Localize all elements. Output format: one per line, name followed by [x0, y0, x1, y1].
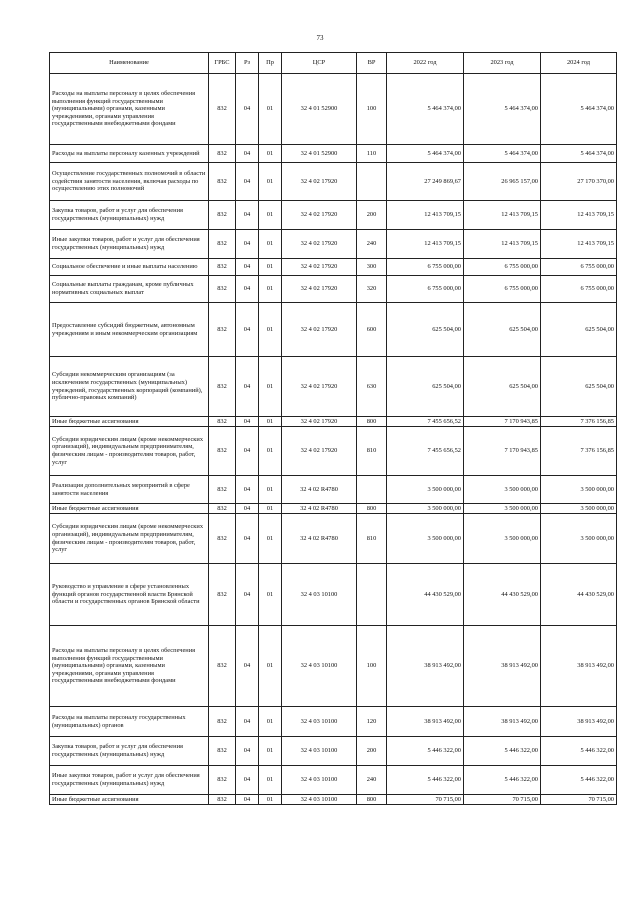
table-body	[50, 74, 617, 805]
cell-pr: 01	[259, 74, 282, 145]
cell-rz: 04	[236, 303, 259, 357]
cell-grbs: 832	[209, 476, 236, 504]
cell-rz: 04	[236, 163, 259, 201]
table-row	[50, 259, 617, 276]
cell-rz: 04	[236, 504, 259, 514]
table-row	[50, 163, 617, 201]
cell-2023: 3 500 000,00	[464, 514, 541, 564]
cell-csr: 32 4 03 10100	[282, 737, 357, 766]
cell-vr: 300	[357, 259, 387, 276]
cell-csr: 32 4 03 10100	[282, 564, 357, 626]
table-row	[50, 74, 617, 145]
cell-rz: 04	[236, 795, 259, 805]
cell-grbs: 832	[209, 357, 236, 417]
cell-name: Иные закупки товаров, работ и услуг для обеспечения государственных (муниципальных) нужд	[50, 230, 209, 259]
table-row	[50, 564, 617, 626]
cell-2022: 5 464 374,00	[387, 74, 464, 145]
cell-pr: 01	[259, 201, 282, 230]
cell-2023: 12 413 709,15	[464, 230, 541, 259]
cell-rz: 04	[236, 766, 259, 795]
cell-2022: 7 455 656,52	[387, 417, 464, 427]
col-header-csr: ЦСР	[282, 53, 357, 74]
cell-grbs: 832	[209, 417, 236, 427]
cell-2022: 7 455 656,52	[387, 427, 464, 476]
cell-name: Осуществление государственных полномочий в области содействия занятости населения, включая расходы по осуществлению этих полномочий	[50, 163, 209, 201]
cell-grbs: 832	[209, 145, 236, 163]
cell-name: Иные бюджетные ассигнования	[50, 504, 209, 514]
cell-2022: 625 504,00	[387, 303, 464, 357]
cell-vr: 810	[357, 427, 387, 476]
cell-2023: 7 170 943,85	[464, 427, 541, 476]
cell-vr: 800	[357, 417, 387, 427]
cell-grbs: 832	[209, 766, 236, 795]
cell-name: Иные бюджетные ассигнования	[50, 417, 209, 427]
cell-2023: 12 413 709,15	[464, 201, 541, 230]
cell-name: Субсидии юридическим лицам (кроме некоммерческих организаций), индивидуальным предпринимателям, физическим лицам - производителям товаров, работ, услуг	[50, 514, 209, 564]
cell-grbs: 832	[209, 737, 236, 766]
cell-vr: 800	[357, 504, 387, 514]
cell-pr: 01	[259, 707, 282, 737]
cell-2022: 3 500 000,00	[387, 504, 464, 514]
table-row	[50, 737, 617, 766]
budget-table	[49, 52, 617, 805]
cell-2022: 6 755 000,00	[387, 259, 464, 276]
cell-pr: 01	[259, 514, 282, 564]
cell-csr: 32 4 03 10100	[282, 626, 357, 707]
cell-2023: 5 464 374,00	[464, 74, 541, 145]
cell-2023: 44 430 529,00	[464, 564, 541, 626]
cell-name: Расходы на выплаты персоналу в целях обеспечения выполнения функций государственными (муниципальными) органами, казенными учреждениями, органами управления государственными внебюджетными фондами	[50, 74, 209, 145]
cell-2022: 3 500 000,00	[387, 476, 464, 504]
cell-2022: 27 249 869,67	[387, 163, 464, 201]
cell-vr: 200	[357, 737, 387, 766]
col-header-vr: ВР	[357, 53, 387, 74]
cell-rz: 04	[236, 145, 259, 163]
cell-csr: 32 4 02 R4780	[282, 476, 357, 504]
col-header-grbs: ГРБС	[209, 53, 236, 74]
cell-name: Расходы на выплаты персоналу казенных учреждений	[50, 145, 209, 163]
cell-name: Закупка товаров, работ и услуг для обеспечения государственных (муниципальных) нужд	[50, 737, 209, 766]
cell-vr: 800	[357, 795, 387, 805]
cell-name: Реализация дополнительных мероприятий в сфере занятости населения	[50, 476, 209, 504]
cell-2023: 5 464 374,00	[464, 145, 541, 163]
cell-2024: 38 913 492,00	[541, 626, 617, 707]
cell-vr: 810	[357, 514, 387, 564]
cell-2024: 7 376 156,85	[541, 427, 617, 476]
table-row	[50, 795, 617, 805]
cell-2024: 625 504,00	[541, 357, 617, 417]
cell-2022: 5 446 322,00	[387, 737, 464, 766]
table-row	[50, 504, 617, 514]
cell-vr: 600	[357, 303, 387, 357]
cell-2023: 6 755 000,00	[464, 276, 541, 303]
cell-2024: 44 430 529,00	[541, 564, 617, 626]
cell-2024: 38 913 492,00	[541, 707, 617, 737]
col-header-pr: Пр	[259, 53, 282, 74]
cell-2023: 3 500 000,00	[464, 504, 541, 514]
cell-name: Социальные выплаты гражданам, кроме публичных нормативных социальных выплат	[50, 276, 209, 303]
cell-csr: 32 4 02 17920	[282, 163, 357, 201]
cell-pr: 01	[259, 357, 282, 417]
cell-2023: 625 504,00	[464, 357, 541, 417]
cell-csr: 32 4 03 10100	[282, 766, 357, 795]
cell-pr: 01	[259, 564, 282, 626]
cell-name: Руководство и управление в сфере установленных функций органов государственной власти Брянской области и государственных органов Брянской области	[50, 564, 209, 626]
col-header-2024: 2024 год	[541, 53, 617, 74]
cell-csr: 32 4 02 17920	[282, 259, 357, 276]
cell-grbs: 832	[209, 564, 236, 626]
cell-2022: 70 715,00	[387, 795, 464, 805]
cell-2023: 3 500 000,00	[464, 476, 541, 504]
cell-2022: 625 504,00	[387, 357, 464, 417]
cell-pr: 01	[259, 145, 282, 163]
table-row	[50, 276, 617, 303]
cell-2023: 5 446 322,00	[464, 737, 541, 766]
cell-csr: 32 4 02 17920	[282, 357, 357, 417]
cell-grbs: 832	[209, 514, 236, 564]
cell-rz: 04	[236, 476, 259, 504]
cell-vr: 240	[357, 230, 387, 259]
cell-name: Социальное обеспечение и иные выплаты населению	[50, 259, 209, 276]
table-row	[50, 417, 617, 427]
table-row	[50, 357, 617, 417]
cell-vr: 200	[357, 201, 387, 230]
cell-2024: 5 446 322,00	[541, 737, 617, 766]
cell-2023: 38 913 492,00	[464, 707, 541, 737]
table-row	[50, 514, 617, 564]
cell-grbs: 832	[209, 259, 236, 276]
page-number: 73	[316, 34, 324, 42]
cell-2023: 5 446 322,00	[464, 766, 541, 795]
cell-pr: 01	[259, 230, 282, 259]
cell-2024: 5 464 374,00	[541, 145, 617, 163]
cell-name: Иные закупки товаров, работ и услуг для обеспечения государственных (муниципальных) нужд	[50, 766, 209, 795]
cell-2024: 5 464 374,00	[541, 74, 617, 145]
cell-2023: 625 504,00	[464, 303, 541, 357]
cell-name: Субсидии юридическим лицам (кроме некоммерческих организаций), индивидуальным предпринимателям, физическим лицам - производителям товаров, работ, услуг	[50, 427, 209, 476]
table-row	[50, 230, 617, 259]
cell-2024: 3 500 000,00	[541, 476, 617, 504]
cell-vr	[357, 476, 387, 504]
col-header-2023: 2023 год	[464, 53, 541, 74]
cell-csr: 32 4 03 10100	[282, 795, 357, 805]
cell-csr: 32 4 02 17920	[282, 276, 357, 303]
cell-2022: 6 755 000,00	[387, 276, 464, 303]
cell-pr: 01	[259, 795, 282, 805]
table-row	[50, 427, 617, 476]
cell-vr: 100	[357, 626, 387, 707]
cell-2022: 12 413 709,15	[387, 230, 464, 259]
cell-pr: 01	[259, 626, 282, 707]
cell-2022: 38 913 492,00	[387, 707, 464, 737]
cell-csr: 32 4 02 17920	[282, 427, 357, 476]
cell-pr: 01	[259, 417, 282, 427]
table-row	[50, 201, 617, 230]
cell-csr: 32 4 02 17920	[282, 201, 357, 230]
cell-2023: 70 715,00	[464, 795, 541, 805]
cell-csr: 32 4 03 10100	[282, 707, 357, 737]
col-header-2022: 2022 год	[387, 53, 464, 74]
cell-rz: 04	[236, 201, 259, 230]
cell-vr: 120	[357, 707, 387, 737]
cell-pr: 01	[259, 427, 282, 476]
cell-2024: 7 376 156,85	[541, 417, 617, 427]
cell-vr	[357, 564, 387, 626]
cell-pr: 01	[259, 504, 282, 514]
cell-name: Иные бюджетные ассигнования	[50, 795, 209, 805]
cell-pr: 01	[259, 476, 282, 504]
cell-csr: 32 4 02 R4780	[282, 504, 357, 514]
cell-csr: 32 4 02 17920	[282, 230, 357, 259]
cell-name: Закупка товаров, работ и услуг для обеспечения государственных (муниципальных) нужд	[50, 201, 209, 230]
cell-grbs: 832	[209, 795, 236, 805]
cell-grbs: 832	[209, 626, 236, 707]
cell-grbs: 832	[209, 303, 236, 357]
cell-2024: 3 500 000,00	[541, 514, 617, 564]
cell-grbs: 832	[209, 74, 236, 145]
cell-name: Субсидии некоммерческим организациям (за исключением государственных (муниципальных) учреждений, государственных корпораций (компаний), публично-правовых компаний)	[50, 357, 209, 417]
cell-pr: 01	[259, 303, 282, 357]
cell-name: Расходы на выплаты персоналу в целях обеспечения выполнения функций государственными (муниципальными) органами, казенными учреждениями, органами управления государственными внебюджетными фондами	[50, 626, 209, 707]
table-row	[50, 707, 617, 737]
cell-grbs: 832	[209, 504, 236, 514]
cell-grbs: 832	[209, 201, 236, 230]
cell-2023: 26 965 157,00	[464, 163, 541, 201]
cell-pr: 01	[259, 163, 282, 201]
table-row	[50, 476, 617, 504]
cell-rz: 04	[236, 564, 259, 626]
cell-2024: 6 755 000,00	[541, 259, 617, 276]
cell-2024: 625 504,00	[541, 303, 617, 357]
cell-2022: 5 464 374,00	[387, 145, 464, 163]
cell-grbs: 832	[209, 276, 236, 303]
cell-2022: 44 430 529,00	[387, 564, 464, 626]
cell-csr: 32 4 02 17920	[282, 417, 357, 427]
cell-pr: 01	[259, 737, 282, 766]
cell-csr: 32 4 01 52900	[282, 74, 357, 145]
cell-2024: 27 170 370,00	[541, 163, 617, 201]
cell-grbs: 832	[209, 163, 236, 201]
cell-2024: 70 715,00	[541, 795, 617, 805]
cell-2022: 12 413 709,15	[387, 201, 464, 230]
col-header-name: Наименование	[50, 53, 209, 74]
cell-rz: 04	[236, 357, 259, 417]
table-header-row	[50, 53, 617, 74]
cell-2023: 7 170 943,85	[464, 417, 541, 427]
cell-2022: 3 500 000,00	[387, 514, 464, 564]
cell-2022: 5 446 322,00	[387, 766, 464, 795]
cell-rz: 04	[236, 417, 259, 427]
table-row	[50, 303, 617, 357]
cell-2024: 12 413 709,15	[541, 201, 617, 230]
col-header-rz: Рз	[236, 53, 259, 74]
cell-rz: 04	[236, 259, 259, 276]
table-row	[50, 145, 617, 163]
table-row	[50, 626, 617, 707]
cell-name: Предоставление субсидий бюджетным, автономным учреждениям и иным некоммерческим организациям	[50, 303, 209, 357]
cell-2023: 38 913 492,00	[464, 626, 541, 707]
cell-rz: 04	[236, 626, 259, 707]
cell-2024: 5 446 322,00	[541, 766, 617, 795]
cell-grbs: 832	[209, 230, 236, 259]
cell-rz: 04	[236, 514, 259, 564]
table-row	[50, 766, 617, 795]
cell-csr: 32 4 01 52900	[282, 145, 357, 163]
cell-rz: 04	[236, 74, 259, 145]
cell-rz: 04	[236, 737, 259, 766]
cell-2024: 12 413 709,15	[541, 230, 617, 259]
cell-pr: 01	[259, 276, 282, 303]
cell-vr: 110	[357, 145, 387, 163]
cell-2024: 6 755 000,00	[541, 276, 617, 303]
cell-2023: 6 755 000,00	[464, 259, 541, 276]
cell-grbs: 832	[209, 427, 236, 476]
cell-vr: 100	[357, 74, 387, 145]
cell-csr: 32 4 02 R4780	[282, 514, 357, 564]
cell-rz: 04	[236, 427, 259, 476]
cell-grbs: 832	[209, 707, 236, 737]
cell-pr: 01	[259, 259, 282, 276]
cell-vr: 630	[357, 357, 387, 417]
cell-2022: 38 913 492,00	[387, 626, 464, 707]
cell-name: Расходы на выплаты персоналу государственных (муниципальных) органов	[50, 707, 209, 737]
cell-vr	[357, 163, 387, 201]
cell-vr: 320	[357, 276, 387, 303]
cell-rz: 04	[236, 276, 259, 303]
cell-pr: 01	[259, 766, 282, 795]
cell-rz: 04	[236, 707, 259, 737]
cell-rz: 04	[236, 230, 259, 259]
cell-vr: 240	[357, 766, 387, 795]
cell-2024: 3 500 000,00	[541, 504, 617, 514]
cell-csr: 32 4 02 17920	[282, 303, 357, 357]
